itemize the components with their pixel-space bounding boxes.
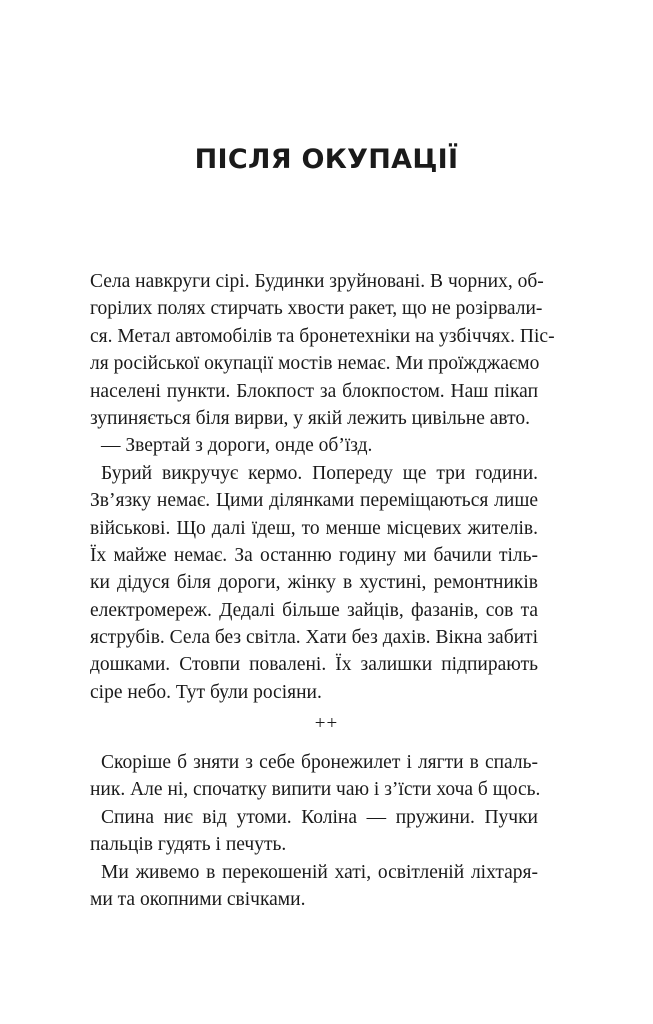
- text-line: ки дідуся біля дороги, жінку в хустині, ремонтників: [90, 572, 538, 594]
- text-line: Села навкруги сірі. Будинки зруйновані. В чорних, об-: [90, 271, 544, 292]
- text-line: ми та окопними свічками.: [90, 888, 306, 910]
- chapter-title: ПІСЛЯ ОКУПАЦІЇ: [194, 144, 459, 175]
- text-line: сіре небо. Тут були росіяни.: [90, 681, 322, 703]
- text-line: електромереж. Дедалі більше зайців, фазанів, сов та: [90, 599, 538, 621]
- text-line: яструбів. Села без світла. Хати без дахів. Вікна забиті: [90, 627, 538, 649]
- text-line: горілих полях стирчать хвости ракет, що не розірвали-: [90, 298, 543, 320]
- text-line: ся. Метал автомобілів та бронетехніки на узбіччях. Піс-: [90, 325, 555, 347]
- text-line: пальців гудять і печуть.: [90, 834, 287, 856]
- section-separator: ++: [314, 713, 339, 734]
- text-line: Зв’язку немає. Цими ділянками переміщаються лише: [90, 490, 538, 512]
- dialogue-line: — Звертай з дороги, онде об’їзд.: [101, 435, 373, 457]
- text-line: дошками. Стовпи повалені. Їх залишки підпирають: [90, 654, 538, 676]
- text-line: Скоріше б зняти з себе бронежилет і лягти в спаль-: [101, 752, 538, 773]
- text-line: Бурий викручує кермо. Попереду ще три години.: [101, 462, 538, 484]
- section-2-text: [90, 749, 541, 913]
- text-line: зупиняється біля вирви, у якій лежить цивільне авто.: [90, 407, 531, 429]
- text-line: Спина ниє від утоми. Коліна — пружини. Пучки: [101, 806, 538, 828]
- text-line: ля російської окупації мостів немає. Ми проїжджаємо: [90, 353, 540, 375]
- section-1-text: [90, 268, 555, 706]
- text-line: ник. Але ні, спочатку випити чаю і з’їсти хоча б щось.: [90, 779, 541, 801]
- text-line: Ми живемо в перекошеній хаті, освітленій ліхтаря-: [101, 861, 538, 883]
- text-line: військові. Що далі їдеш, то менше місцевих жителів.: [90, 517, 538, 539]
- text-line: населені пункти. Блокпост за блокпостом. Наш пікап: [90, 380, 538, 402]
- text-line: Їх майже немає. За останню годину ми бачили тіль-: [90, 544, 538, 566]
